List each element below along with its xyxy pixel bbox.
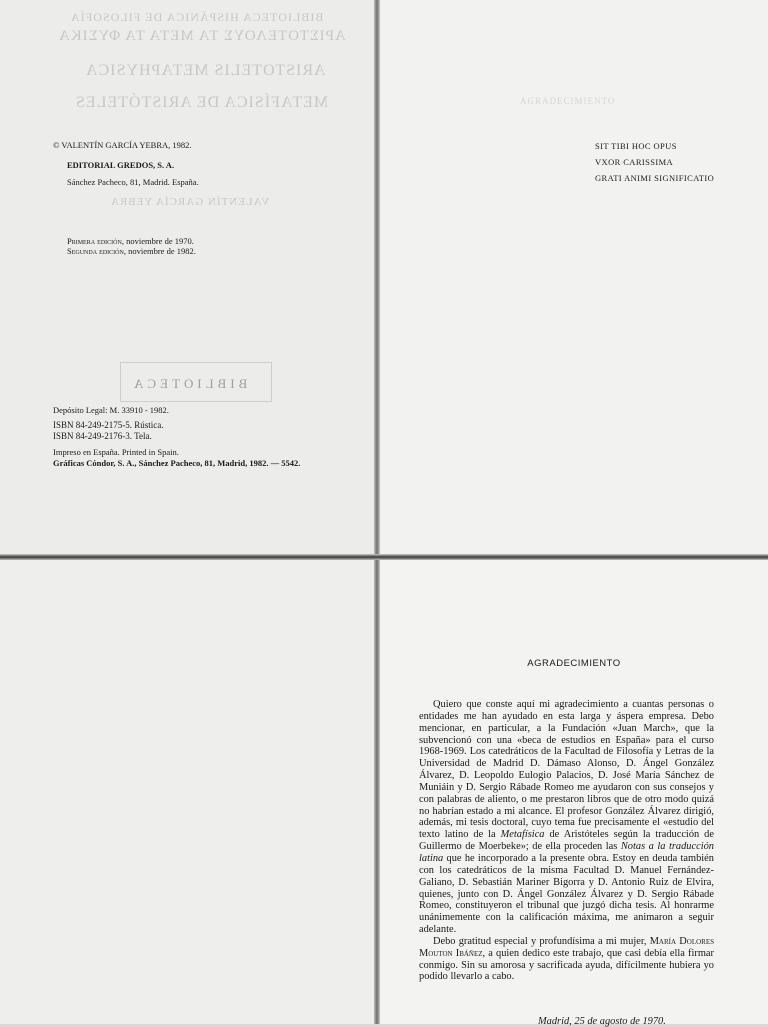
- ack-p1-italic-notas: Notas a la traducción latina: [419, 841, 714, 864]
- ghost-series-title: BIBLIOTECA HISPÁNICA DE FILOSOFÍA: [70, 10, 324, 24]
- publisher-name: EDITORIAL GREDOS, S. A.: [67, 160, 175, 170]
- ghost-ack-title: AGRADECIMIENTO: [520, 96, 616, 106]
- publisher-address: Sánchez Pacheco, 81, Madrid. España.: [67, 177, 199, 187]
- isbn-tela: ISBN 84-249-2176-3. Tela.: [53, 431, 152, 441]
- ack-p1-text-c: que he incorporado a la presente obra. Estoy en deuda también con los catedráticos de la misma Facultad D. Manuel Fernández-Galiano, D. Sebastián Mariner Bigorra y D. Antonio Ruiz de Elvira, quienes, junto con D. Ángel González Álvarez y D. Sergio Rábade Romeo, constituyeron el tribunal que juzgó dicha tesis. Al honrarme unánimemente con la calificación máxima, me animaron a seguir adelante.: [419, 852, 714, 936]
- ack-p1-text-a: Quiero que conste aquí mi agradecimiento a cuantas personas o entidades me han ayudado en esta larga y áspera empresa. Debo mencionar, en particular, a la Fundación «Juan March», que la subvencionó con una «beca de estudios en España» para el curso 1968-1969. Los catedráticos de la Facultad de Filosofía y Letras de la Universidad de Madrid D. Dámaso Alonso, D. Ángel González Álvarez, D. Leopoldo Eulogio Palacios, D. José María Sánchez de Muniáin y D. Sergio Rábade Romeo me ayudaron con sus consejos y con palabras de aliento, o me prestaron libros que de otro modo quizá no habrían estado a mi alcance. El profesor González Álvarez dirigió, además, mi tesis doctoral, cuyo tema fue precisamente el «estudio del texto latino de la: [419, 699, 714, 841]
- page-blank-verso: [0, 560, 376, 1024]
- ack-p2-text-b: , a quien dedico este trabajo, que casi debía ella firmar conmigo. Sin su amorosa y sacrificada ayuda, difícilmente hubiera yo podido llevarlo a cabo.: [419, 947, 714, 983]
- dedication-block: [595, 138, 714, 186]
- acknowledgment-title: AGRADECIMIENTO: [527, 658, 621, 669]
- dedication-line-3: GRATI ANIMI SIGNIFICATIO: [595, 173, 715, 183]
- acknowledgment-paragraph-1: [419, 699, 714, 936]
- ghost-latin-title: ARISTOTELIS METAPHYSICA: [85, 62, 326, 79]
- printed-in-spain: Impreso en España. Printed in Spain.: [53, 447, 179, 457]
- legal-deposit: Depósito Legal: M. 33910 - 1982.: [53, 405, 169, 415]
- ack-p2-text-a: Debo gratitud especial y profundísima a mi mujer,: [433, 935, 650, 947]
- dedication-line-1: SIT TIBI HOC OPUS: [595, 141, 677, 151]
- acknowledgment-date: Madrid, 25 de agosto de 1970.: [538, 1016, 666, 1027]
- page-dedication: [380, 0, 768, 556]
- ack-p2-wife-name: María Dolores Mouton Ibáñez: [419, 935, 714, 959]
- page-colophon: [0, 0, 376, 556]
- ghost-greek-title: ΑΡΙΣΤΟΤΕΛΟΥΣ ΤΑ ΜΕΤΑ ΤΑ ΦΥΣΙΚΑ: [58, 28, 346, 44]
- edition-second-date: , noviembre de 1982.: [123, 246, 196, 256]
- copyright-line: © VALENTÍN GARCÍA YEBRA, 1982.: [53, 140, 192, 150]
- book-gutter-horizontal: [0, 554, 768, 560]
- isbn-rustica: ISBN 84-249-2175-5. Rústica.: [53, 420, 164, 430]
- ack-p1-text-b: de Aristóteles según la traducción de Guillermo de Moerbeke»; de ella proceden las: [419, 829, 714, 853]
- acknowledgment-body: [419, 699, 714, 983]
- ghost-library-stamp: BIBLIOTECA: [130, 376, 248, 391]
- edition-first-label: Primera edición: [67, 236, 122, 246]
- printer-line: Gráficas Cóndor, S. A., Sánchez Pacheco, 81, Madrid, 1982. — 5542.: [53, 458, 301, 468]
- edition-second: [67, 246, 196, 257]
- ack-p1-italic-metafisica: Metafísica: [500, 829, 545, 841]
- dedication-line-2: VXOR CARISSIMA: [595, 157, 674, 167]
- edition-first-date: , noviembre de 1970.: [121, 236, 194, 246]
- library-stamp-mark: [120, 362, 272, 402]
- edition-second-label: Segunda edición: [67, 246, 124, 256]
- acknowledgment-paragraph-2: [419, 936, 714, 983]
- book-gutter-vertical: [374, 0, 380, 1024]
- ghost-author: VALENTÍN GARCÍA YEBRA: [110, 196, 270, 208]
- ghost-spanish-title: METAFÍSICA DE ARISTÓTELES: [75, 94, 329, 111]
